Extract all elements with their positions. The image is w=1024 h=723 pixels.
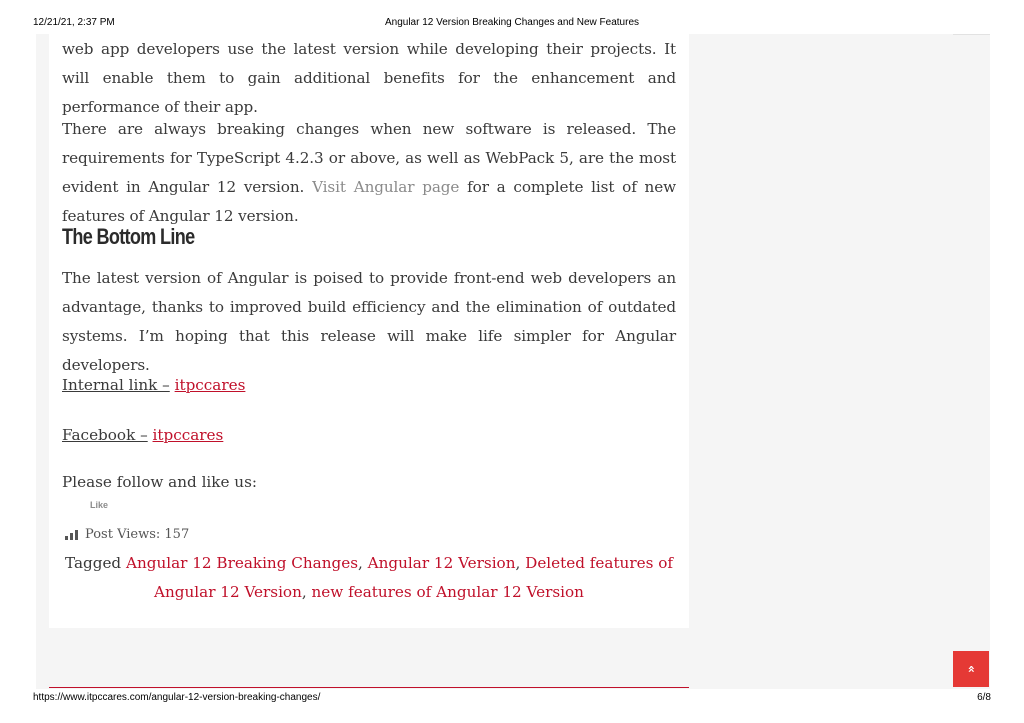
double-chevron-up-icon: » <box>963 665 978 673</box>
print-header <box>33 17 991 31</box>
print-url: https://www.itpccares.com/angular-12-version-breaking-changes/ <box>33 692 321 703</box>
like-button[interactable]: Like <box>90 500 109 510</box>
tag-link[interactable]: Deleted features of Angular 12 Version <box>154 554 673 601</box>
follow-text: Please follow and like us: <box>62 473 257 491</box>
print-title: Angular 12 Version Breaking Changes and New Features <box>384 17 640 28</box>
paragraph-intro: web app developers use the latest version while developing their projects. It will enable them to gain additional benefits for the enhancement and performance of their app. <box>62 40 676 116</box>
internal-link-label: Internal link – <box>62 376 170 394</box>
internal-link[interactable]: itpccares <box>174 376 246 394</box>
section-heading: The Bottom Line <box>62 224 195 249</box>
facebook-link[interactable]: itpccares <box>152 426 224 444</box>
article <box>49 34 689 628</box>
tags-list: Tagged Angular 12 Breaking Changes, Angular 12 Version, Deleted features of Angular 12 Version, new features of Angular 12 Version <box>65 554 673 601</box>
sidebar-divider <box>953 34 990 35</box>
tag-link[interactable]: Angular 12 Breaking Changes <box>126 554 359 572</box>
footer-divider <box>49 687 689 688</box>
facebook-link-line <box>62 421 223 450</box>
post-views-count: Post Views: 157 <box>85 527 190 542</box>
print-footer <box>33 692 991 706</box>
facebook-link-label: Facebook – <box>62 426 148 444</box>
print-page-number: 6/8 <box>977 692 991 703</box>
tag-link[interactable]: new features of Angular 12 Version <box>311 583 584 601</box>
visit-angular-link[interactable]: Visit Angular page <box>312 178 460 196</box>
paragraph-text-end: for a complete list of new features of Angular 12 version. <box>62 178 676 225</box>
print-date: 12/21/21, 2:37 PM <box>33 17 115 28</box>
scroll-to-top-button[interactable] <box>953 651 989 687</box>
paragraph-bottom-line: The latest version of Angular is poised to provide front-end web developers an advantage, thanks to improved build efficiency and the elimination of outdated systems. I’m hoping that this release will make life simpler for Angular developers. <box>62 269 676 374</box>
paragraph-breaking-changes <box>62 115 676 231</box>
tag-link[interactable]: Angular 12 Version <box>367 554 516 572</box>
internal-link-line <box>62 371 245 400</box>
paragraph-text: There are always breaking changes when new software is released. The requirements for TypeScript 4.2.3 or above, as well as WebPack 5, are the most evident in Angular 12 version. <box>62 120 676 196</box>
bar-chart-icon <box>65 530 78 540</box>
tagged-label: Tagged <box>65 554 122 572</box>
post-views <box>65 524 189 546</box>
